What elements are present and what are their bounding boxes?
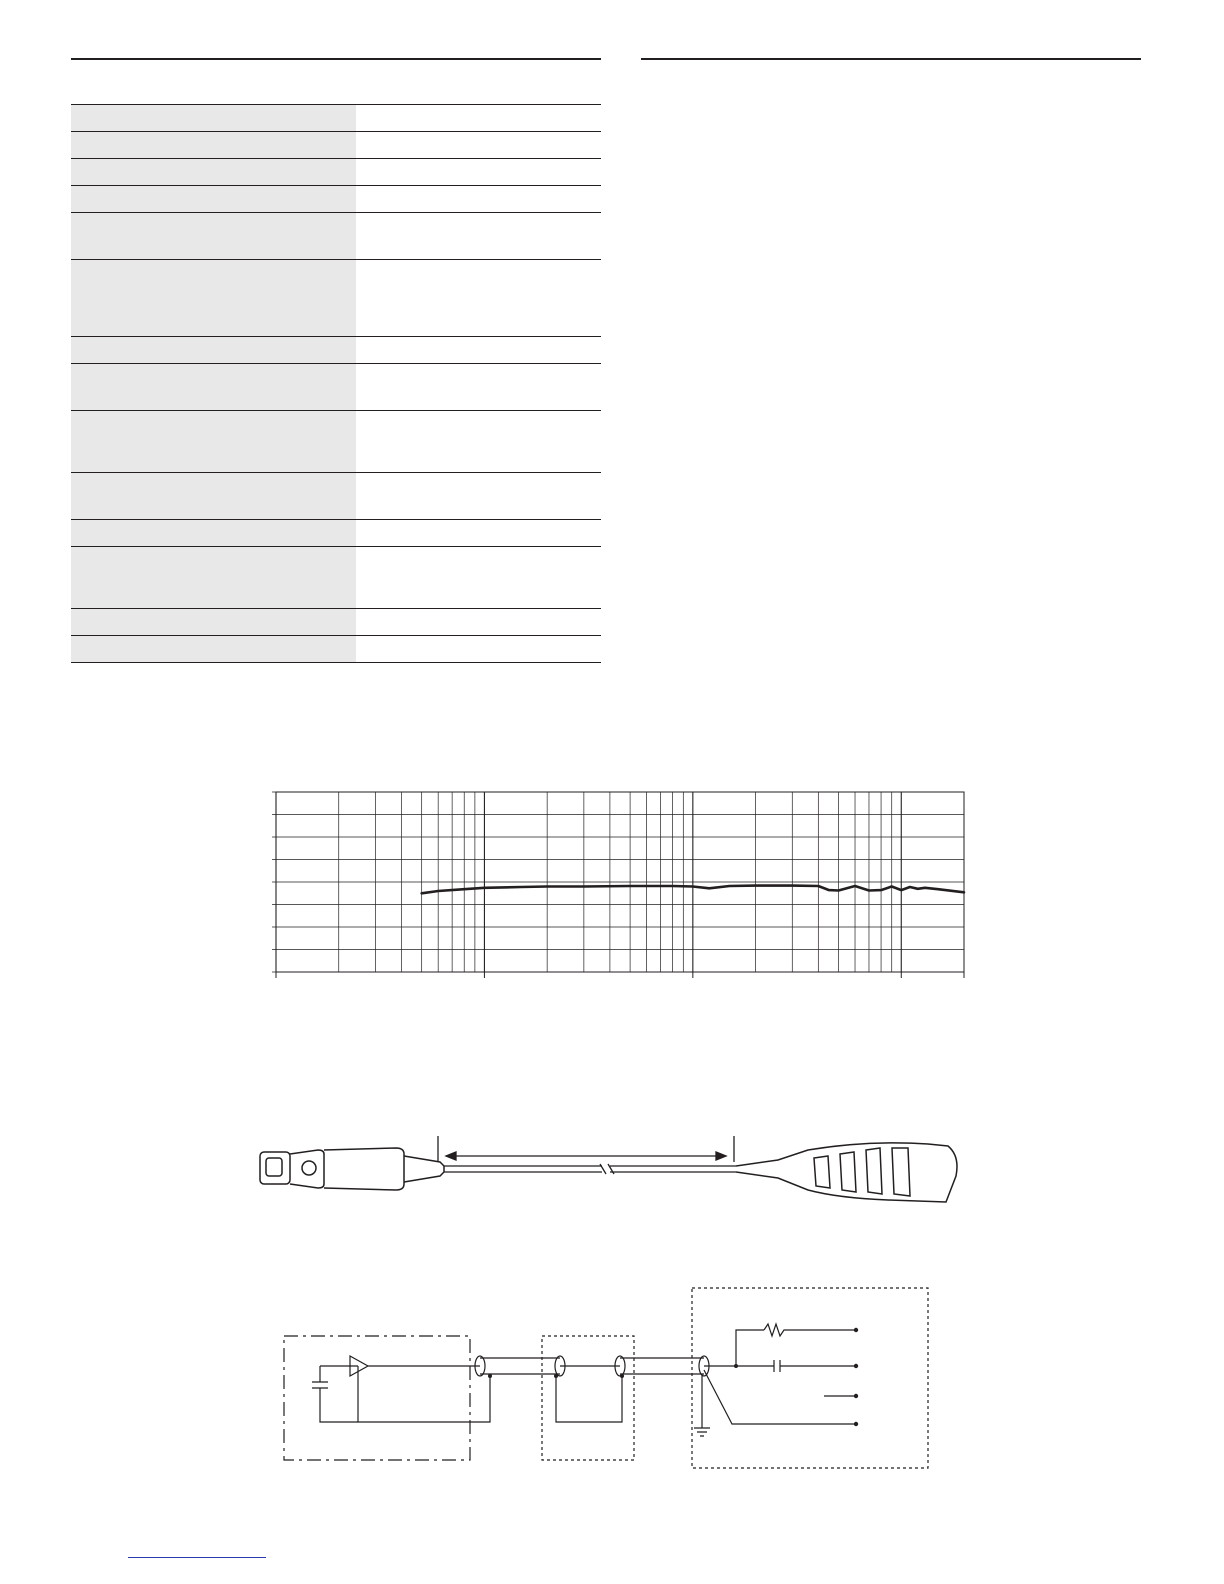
spec-label [71, 132, 356, 158]
spec-label [71, 213, 356, 259]
frequency-response-graph [262, 786, 974, 990]
spec-row [71, 472, 601, 519]
cable-assembly-drawing [248, 1132, 978, 1212]
spec-label [71, 520, 356, 546]
spec-value [356, 132, 601, 158]
spec-value [356, 159, 601, 185]
spec-label [71, 105, 356, 131]
spec-table [71, 104, 601, 662]
spec-label [71, 364, 356, 410]
spec-row [71, 104, 601, 131]
spec-table-bottom-rule [71, 662, 601, 663]
spec-value [356, 636, 601, 662]
microphone-boundary [284, 1336, 470, 1460]
spec-row [71, 259, 601, 336]
cable-line [444, 1164, 736, 1174]
spec-label [71, 260, 356, 336]
microphone-head-icon [736, 1143, 957, 1202]
spec-value [356, 473, 601, 519]
spec-label [71, 609, 356, 635]
spec-value [356, 520, 601, 546]
left-column-rule [71, 58, 601, 60]
spec-value [356, 105, 601, 131]
right-column-rule [641, 58, 1141, 60]
spec-row [71, 336, 601, 363]
spec-label [71, 547, 356, 608]
spec-value [356, 260, 601, 336]
footer-link-underline [128, 1557, 266, 1558]
spec-row [71, 185, 601, 212]
spec-value [356, 609, 601, 635]
connector-icon [260, 1148, 444, 1190]
spec-label [71, 636, 356, 662]
spec-row [71, 519, 601, 546]
spec-value [356, 213, 601, 259]
spec-label [71, 186, 356, 212]
wiring-diagram [280, 1284, 940, 1474]
spec-row [71, 635, 601, 662]
spec-row [71, 546, 601, 608]
spec-label [71, 159, 356, 185]
spec-label [71, 473, 356, 519]
spec-row [71, 410, 601, 472]
resistor-icon [764, 1324, 856, 1336]
spec-value [356, 547, 601, 608]
length-dimension [438, 1136, 734, 1162]
spec-label [71, 411, 356, 472]
spec-value [356, 186, 601, 212]
spec-row [71, 158, 601, 185]
spec-label [71, 337, 356, 363]
receiver-boundary [692, 1288, 928, 1468]
spec-value [356, 364, 601, 410]
spec-row [71, 212, 601, 259]
spec-row [71, 363, 601, 410]
spec-row [71, 608, 601, 635]
spec-value [356, 337, 601, 363]
spec-value [356, 411, 601, 472]
spec-row [71, 131, 601, 158]
